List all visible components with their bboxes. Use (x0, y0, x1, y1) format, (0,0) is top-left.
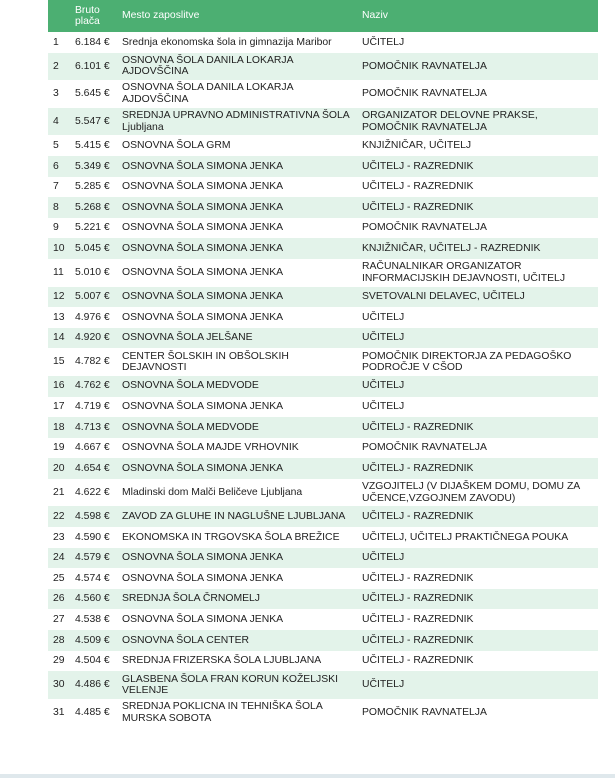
row-number: 12 (53, 291, 65, 303)
row-title: UČITELJ - RAZREDNIK (362, 613, 474, 625)
table-row (48, 630, 598, 651)
table-row (48, 417, 598, 438)
row-salary: 4.782 € (75, 356, 110, 368)
table-row (48, 506, 598, 527)
row-number: 5 (53, 139, 59, 151)
table-row (48, 438, 598, 459)
row-title: UČITELJ (362, 36, 405, 48)
row-salary: 6.184 € (75, 36, 110, 48)
row-number: 3 (53, 88, 59, 100)
row-number: 6 (53, 160, 59, 172)
row-workplace: OSNOVNA ŠOLA GRM (122, 139, 231, 151)
row-workplace: OSNOVNA ŠOLA MAJDE VRHOVNIK (122, 442, 299, 454)
row-number: 19 (53, 442, 65, 454)
row-workplace: OSNOVNA ŠOLA JELŠANE (122, 332, 253, 344)
row-workplace: OSNOVNA ŠOLA SIMONA JENKA (122, 222, 284, 234)
row-number: 20 (53, 462, 65, 474)
row-title: POMOČNIK RAVNATELJA (362, 442, 487, 454)
table-row (48, 197, 598, 218)
row-workplace: OSNOVNA ŠOLA MEDVODE (122, 421, 259, 433)
header-workplace[interactable]: Mesto zaposlitve (118, 0, 358, 32)
row-workplace: OSNOVNA ŠOLA SIMONA JENKA (122, 613, 284, 625)
row-number: 30 (53, 679, 65, 691)
row-workplace: OSNOVNA ŠOLA CENTER (122, 634, 250, 646)
row-salary: 4.667 € (75, 442, 110, 454)
row-workplace: SREDNJA POKLICNA IN TEHNIŠKA ŠOLA MURSKA SOBOTA (122, 701, 323, 724)
row-title: UČITELJ - RAZREDNIK (362, 511, 474, 523)
row-number: 7 (53, 181, 59, 193)
row-number: 28 (53, 634, 65, 646)
row-workplace: OSNOVNA ŠOLA SIMONA JENKA (122, 201, 284, 213)
row-number: 29 (53, 655, 65, 667)
row-salary: 4.654 € (75, 462, 110, 474)
row-workplace: SREDNJA UPRAVNO ADMINISTRATIVNA ŠOLA Ljubljana (122, 110, 350, 133)
row-number: 1 (53, 36, 59, 48)
row-title: ORGANIZATOR DELOVNE PRAKSE, POMOČNIK RAVNATELJA (362, 110, 538, 133)
row-workplace: OSNOVNA ŠOLA SIMONA JENKA (122, 462, 284, 474)
salary-table-container (48, 0, 598, 726)
row-title: POMOČNIK DIREKTORJA ZA PEDAGOŠKO PODROČJE V CŠOD (362, 350, 572, 374)
row-number: 25 (53, 572, 65, 584)
table-row (48, 287, 598, 308)
row-salary: 4.560 € (75, 593, 110, 605)
row-salary: 4.538 € (75, 613, 110, 625)
header-salary[interactable]: Bruto plača (71, 0, 118, 32)
row-salary: 4.920 € (75, 332, 110, 344)
table-row (48, 671, 598, 699)
row-salary: 4.574 € (75, 572, 110, 584)
row-title: KNJIŽNIČAR, UČITELJ - RAZREDNIK (362, 242, 541, 254)
row-salary: 4.590 € (75, 531, 110, 543)
row-workplace: OSNOVNA ŠOLA SIMONA JENKA (122, 181, 284, 193)
row-title: UČITELJ - RAZREDNIK (362, 572, 474, 584)
row-title: VZGOJITELJ (V DIJAŠKEM DOMU, DOMU ZA UČENCE,VZGOJNEM ZAVODU) (362, 481, 580, 504)
row-title: POMOČNIK RAVNATELJA (362, 706, 487, 718)
row-workplace: OSNOVNA ŠOLA SIMONA JENKA (122, 160, 284, 172)
table-row (48, 80, 598, 108)
row-salary: 5.010 € (75, 266, 110, 278)
row-title: UČITELJ (362, 401, 405, 413)
row-salary: 4.486 € (75, 679, 110, 691)
row-title: UČITELJ - RAZREDNIK (362, 181, 474, 193)
row-number: 18 (53, 421, 65, 433)
row-workplace: ZAVOD ZA GLUHE IN NAGLUŠNE LJUBLJANA (122, 511, 346, 523)
row-title: RAČUNALNIKAR ORGANIZATOR INFORMACIJSKIH DEJAVNOSTI, UČITELJ (362, 261, 566, 284)
row-workplace: OSNOVNA ŠOLA SIMONA JENKA (122, 552, 284, 564)
row-number: 8 (53, 201, 59, 213)
row-salary: 4.579 € (75, 552, 110, 564)
row-salary: 4.622 € (75, 486, 110, 498)
row-workplace: OSNOVNA ŠOLA SIMONA JENKA (122, 311, 284, 323)
row-title: SVETOVALNI DELAVEC, UČITELJ (362, 291, 525, 303)
row-salary: 5.645 € (75, 88, 110, 100)
row-number: 17 (53, 401, 65, 413)
table-row (48, 397, 598, 418)
row-salary: 4.713 € (75, 421, 110, 433)
table-row (48, 259, 598, 287)
table-row (48, 348, 598, 376)
table-row (48, 238, 598, 259)
row-workplace: SREDNJA FRIZERSKA ŠOLA LJUBLJANA (122, 655, 322, 667)
row-title: UČITELJ (362, 332, 405, 344)
row-number: 22 (53, 511, 65, 523)
row-title: UČITELJ - RAZREDNIK (362, 462, 474, 474)
row-title: UČITELJ (362, 311, 405, 323)
row-salary: 5.349 € (75, 160, 110, 172)
salary-table (48, 0, 598, 726)
row-workplace: OSNOVNA ŠOLA SIMONA JENKA (122, 401, 284, 413)
row-title: UČITELJ - RAZREDNIK (362, 634, 474, 646)
row-number: 14 (53, 332, 65, 344)
table-row (48, 699, 598, 727)
row-title: UČITELJ (362, 679, 405, 691)
row-title: UČITELJ - RAZREDNIK (362, 421, 474, 433)
row-title: POMOČNIK RAVNATELJA (362, 222, 487, 234)
row-salary: 4.504 € (75, 655, 110, 667)
row-number: 26 (53, 593, 65, 605)
row-salary: 6.101 € (75, 60, 110, 72)
table-row (48, 548, 598, 569)
row-workplace: SREDNJA ŠOLA ČRNOMELJ (122, 593, 260, 605)
table-header-row (48, 0, 598, 32)
table-row (48, 376, 598, 397)
row-title: UČITELJ - RAZREDNIK (362, 160, 474, 172)
row-workplace: GLASBENA ŠOLA FRAN KORUN KOŽELJSKI VELENJE (122, 673, 338, 697)
row-title: UČITELJ (362, 552, 405, 564)
row-number: 4 (53, 115, 59, 127)
header-number (48, 0, 71, 32)
table-row (48, 458, 598, 479)
row-workplace: OSNOVNA ŠOLA DANILA LOKARJA AJDOVŠČINA (122, 54, 293, 78)
table-row (48, 177, 598, 198)
table-row (48, 53, 598, 81)
row-number: 27 (53, 613, 65, 625)
table-row (48, 307, 598, 328)
row-salary: 5.045 € (75, 242, 110, 254)
row-workplace: OSNOVNA ŠOLA SIMONA JENKA (122, 242, 284, 254)
row-workplace: OSNOVNA ŠOLA DANILA LOKARJA AJDOVŠČINA (122, 82, 293, 105)
row-salary: 5.285 € (75, 181, 110, 193)
row-salary: 5.268 € (75, 201, 110, 213)
row-workplace: OSNOVNA ŠOLA SIMONA JENKA (122, 291, 284, 303)
row-title: UČITELJ - RAZREDNIK (362, 201, 474, 213)
row-title: UČITELJ, UČITELJ PRAKTIČNEGA POUKA (362, 531, 569, 543)
table-row (48, 108, 598, 136)
row-salary: 4.598 € (75, 511, 110, 523)
table-row (48, 609, 598, 630)
row-title: POMOČNIK RAVNATELJA (362, 60, 487, 72)
row-workplace: OSNOVNA ŠOLA MEDVODE (122, 380, 259, 392)
row-salary: 4.509 € (75, 634, 110, 646)
row-salary: 4.719 € (75, 401, 110, 413)
row-number: 11 (53, 266, 64, 278)
row-number: 21 (53, 486, 65, 498)
scrollbar-track[interactable] (0, 774, 615, 778)
row-number: 24 (53, 552, 65, 564)
row-number: 2 (53, 60, 59, 72)
table-row (48, 328, 598, 349)
row-title: UČITELJ (362, 380, 405, 392)
table-row (48, 218, 598, 239)
row-workplace: CENTER ŠOLSKIH IN OBŠOLSKIH DEJAVNOSTI (122, 350, 289, 374)
table-row (48, 479, 598, 507)
row-salary: 5.007 € (75, 291, 110, 303)
row-workplace: EKONOMSKA IN TRGOVSKA ŠOLA BREŽICE (122, 531, 340, 543)
row-workplace: OSNOVNA ŠOLA SIMONA JENKA (122, 266, 284, 278)
row-workplace: Mladinski dom Malči Beličeve Ljubljana (122, 486, 303, 498)
row-title: UČITELJ - RAZREDNIK (362, 655, 474, 667)
row-number: 23 (53, 531, 65, 543)
table-row (48, 135, 598, 156)
row-salary: 4.976 € (75, 311, 110, 323)
row-salary: 4.762 € (75, 380, 110, 392)
row-number: 31 (53, 706, 65, 718)
row-salary: 5.221 € (75, 222, 110, 234)
row-workplace: Srednja ekonomska šola in gimnazija Maribor (122, 36, 332, 48)
table-row (48, 527, 598, 548)
row-salary: 5.547 € (75, 115, 110, 127)
row-workplace: OSNOVNA ŠOLA SIMONA JENKA (122, 572, 284, 584)
row-salary: 4.485 € (75, 706, 110, 718)
table-row (48, 568, 598, 589)
header-title[interactable]: Naziv (358, 0, 598, 32)
table-row (48, 156, 598, 177)
table-row (48, 589, 598, 610)
row-number: 13 (53, 311, 65, 323)
table-row (48, 651, 598, 672)
row-number: 15 (53, 356, 65, 368)
row-title: UČITELJ - RAZREDNIK (362, 593, 474, 605)
row-salary: 5.415 € (75, 139, 110, 151)
table-row (48, 32, 598, 53)
row-number: 16 (53, 380, 65, 392)
row-title: POMOČNIK RAVNATELJA (362, 88, 487, 100)
row-number: 10 (53, 242, 65, 254)
row-title: KNJIŽNIČAR, UČITELJ (362, 139, 472, 151)
row-number: 9 (53, 222, 59, 234)
